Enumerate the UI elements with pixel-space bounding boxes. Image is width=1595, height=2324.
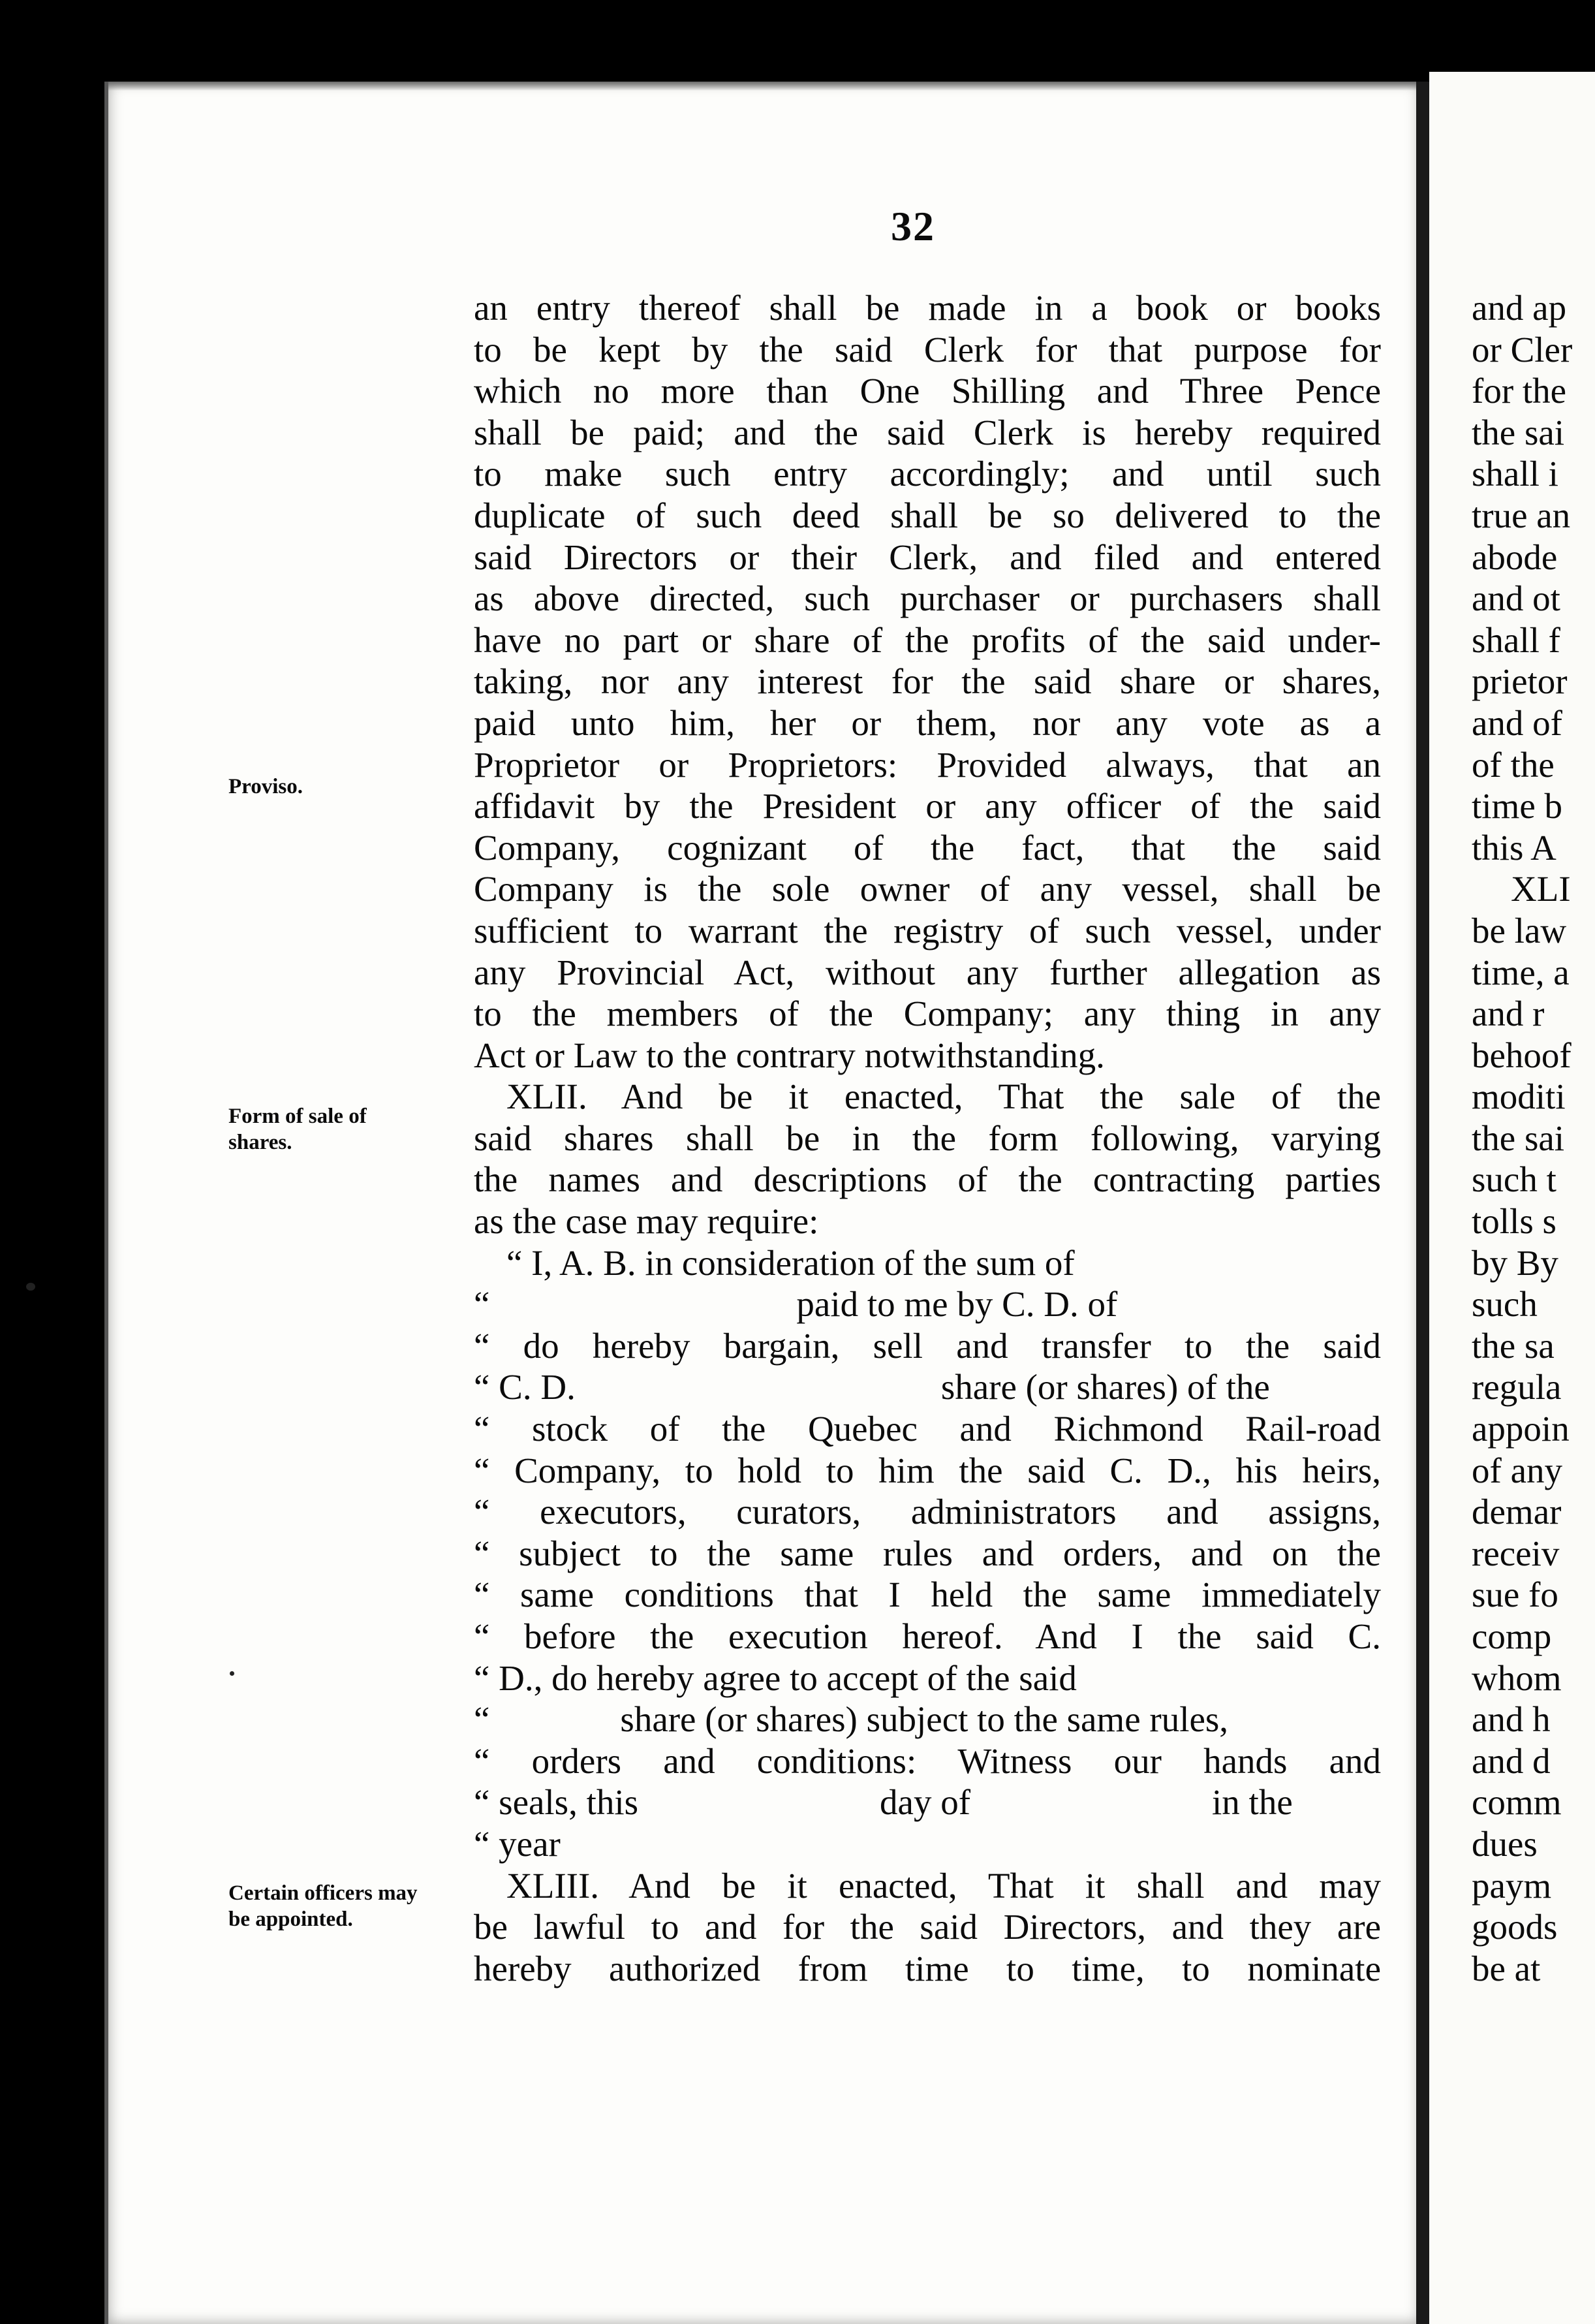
body-line: to be kept by the said Clerk for that purpose for — [474, 329, 1381, 369]
right-page-line: by By — [1472, 1242, 1558, 1283]
right-page-line: and ap — [1472, 288, 1567, 328]
body-line: sufficient to warrant the registry of such vessel, under — [474, 910, 1381, 950]
right-page-line: and r — [1472, 994, 1545, 1034]
right-page-line: true an — [1472, 495, 1571, 535]
body-line: to the members of the Company; any thing in any — [474, 994, 1381, 1034]
book-gutter — [1416, 82, 1429, 2324]
right-page-line: or Cler — [1472, 329, 1573, 369]
body-line: as above directed, such purchaser or purchasers shall — [474, 578, 1381, 619]
right-page-line: comm — [1472, 1782, 1562, 1823]
body-line: which no more than One Shilling and Three Pence — [474, 371, 1381, 411]
right-page-line: demar — [1472, 1492, 1562, 1532]
right-page-text — [1472, 287, 1572, 1989]
body-line: to make such entry accordingly; and until such — [474, 454, 1381, 494]
body-line: said shares shall be in the form following, varying — [474, 1118, 1381, 1158]
marginal-note-proviso: Proviso. — [228, 775, 303, 798]
body-line: the names and descriptions of the contracting parties — [474, 1159, 1381, 1200]
body-line: Company is the sole owner of any vessel, shall be — [474, 869, 1381, 909]
form-line: “ year — [474, 1823, 561, 1864]
body-line: duplicate of such deed shall be so delivered to the — [474, 495, 1381, 535]
right-page-line: such t — [1472, 1159, 1556, 1200]
form-line: “ orders and conditions: Witness our hands and — [474, 1740, 1381, 1781]
page-top-edge — [108, 82, 1420, 91]
form-line: “ Company, to hold to him the said C. D., his heirs, — [474, 1450, 1381, 1490]
marginal-note-form-of-sale: Form of sale of shares. — [228, 1105, 367, 1154]
right-page-line: comp — [1472, 1616, 1552, 1656]
right-page-line: be law — [1472, 910, 1567, 950]
body-line: said Directors or their Clerk, and filed and entered — [474, 537, 1381, 577]
right-page-line: moditi — [1472, 1076, 1566, 1117]
form-line: “ same conditions that I held the same immediately — [474, 1575, 1381, 1615]
right-page-line: this A — [1472, 827, 1556, 868]
right-page-line: and of — [1472, 702, 1562, 743]
right-page-line: the sa — [1472, 1325, 1555, 1366]
right-page-line: such — [1472, 1284, 1538, 1325]
right-page-line: and d — [1472, 1740, 1551, 1781]
form-line: “ stock of the Quebec and Richmond Rail-road — [474, 1409, 1381, 1449]
right-page-line: shall f — [1472, 620, 1560, 660]
right-page-line: and ot — [1472, 578, 1560, 619]
right-page-line: paym — [1472, 1865, 1552, 1906]
right-page-line: regula — [1472, 1367, 1562, 1407]
right-page-line: whom — [1472, 1657, 1562, 1698]
right-page-line: goods — [1472, 1907, 1558, 1947]
body-line: Company, cognizant of the fact, that the said — [474, 827, 1381, 868]
body-line: hereby authorized from time to time, to nominate — [474, 1948, 1381, 1988]
page-speck — [230, 1671, 234, 1676]
right-page-line: of any — [1472, 1450, 1562, 1490]
right-page-line: the sai — [1472, 412, 1565, 452]
form-line: “ subject to the same rules and orders, and on the — [474, 1533, 1381, 1573]
form-line: “ seals, this day of in the — [474, 1782, 1293, 1823]
right-page-line: abode — [1472, 537, 1558, 577]
body-text — [474, 287, 1381, 1989]
form-line: “ I, A. B. in consideration of the sum of — [506, 1242, 1075, 1283]
right-page-line: time b — [1472, 786, 1563, 826]
right-page-line: of the — [1472, 744, 1555, 785]
body-line: be lawful to and for the said Directors, and they are — [474, 1907, 1381, 1947]
right-page-line: sue fo — [1472, 1575, 1558, 1615]
form-line: “ executors, curators, administrators and assigns, — [474, 1492, 1381, 1532]
right-page-line: prietor — [1472, 661, 1568, 702]
section-heading-xlii: XLII. And be it enacted, That the sale of the — [506, 1076, 1381, 1117]
right-page-line: for the — [1472, 371, 1567, 411]
body-line: shall be paid; and the said Clerk is hereby required — [474, 412, 1381, 452]
right-page-line: XLI — [1511, 869, 1571, 909]
form-line: “ D., do hereby agree to accept of the said — [474, 1657, 1077, 1698]
section-heading-xliii: XLIII. And be it enacted, That it shall and may — [506, 1865, 1381, 1906]
right-page-line: shall i — [1472, 454, 1558, 494]
body-line: paid unto him, her or them, nor any vote as a — [474, 702, 1381, 743]
form-line: “ share (or shares) subject to the same rules, — [474, 1699, 1229, 1740]
right-page-line: dues — [1472, 1823, 1538, 1864]
marginal-note-certain-officers: Certain officers may be appointed. — [228, 1881, 418, 1931]
right-page-line: time, a — [1472, 952, 1570, 992]
body-line: Act or Law to the contrary notwithstanding. — [474, 1035, 1105, 1075]
right-page-line: behoof — [1472, 1035, 1572, 1075]
form-line: “ C. D. share (or shares) of the — [474, 1367, 1270, 1407]
page-number: 32 — [891, 203, 935, 249]
right-page-line: and h — [1472, 1699, 1551, 1740]
body-line: have no part or share of the profits of the said under- — [474, 620, 1381, 660]
form-line: “ do hereby bargain, sell and transfer to the said — [474, 1325, 1381, 1366]
body-line: affidavit by the President or any officer of the said — [474, 786, 1381, 826]
right-page-line: appoin — [1472, 1409, 1570, 1449]
right-page-line: receiv — [1472, 1533, 1560, 1573]
right-page-line: tolls s — [1472, 1201, 1556, 1242]
body-line: Proprietor or Proprietors: Provided always, that an — [474, 744, 1381, 785]
right-page-line: the sai — [1472, 1118, 1565, 1158]
scan-speck — [26, 1283, 35, 1291]
body-line: as the case may require: — [474, 1201, 819, 1242]
body-line: an entry thereof shall be made in a book or books — [474, 288, 1381, 328]
form-line: “ paid to me by C. D. of — [474, 1284, 1118, 1325]
body-line: any Provincial Act, without any further allegation as — [474, 952, 1381, 992]
right-page-line: be at — [1472, 1948, 1541, 1988]
form-line: “ before the execution hereof. And I the said C. — [474, 1616, 1381, 1656]
body-line: taking, nor any interest for the said share or shares, — [474, 661, 1381, 702]
